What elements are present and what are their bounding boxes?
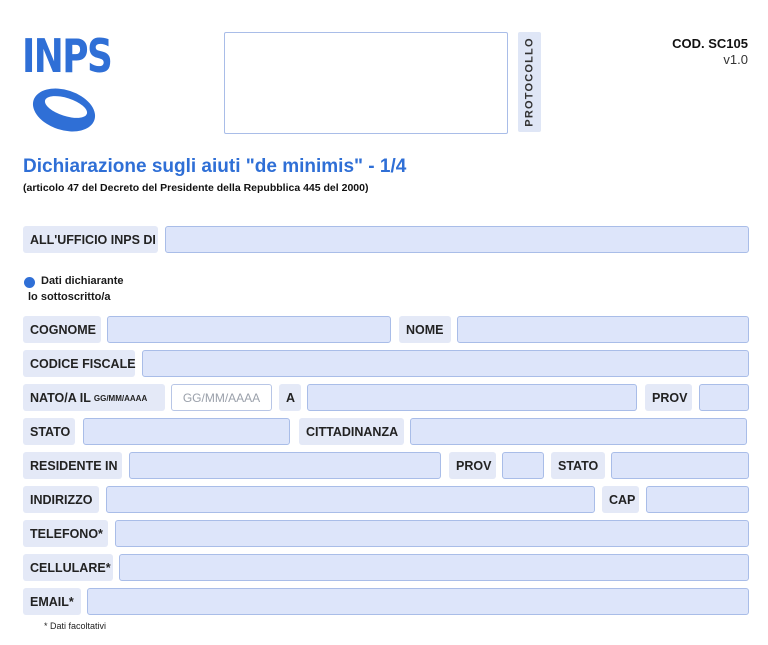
stato-residenza-label: STATO bbox=[551, 452, 605, 479]
office-row bbox=[23, 226, 749, 253]
codice-fiscale-row bbox=[23, 350, 749, 377]
nome-input[interactable] bbox=[457, 316, 749, 343]
prov-residenza-input[interactable] bbox=[502, 452, 544, 479]
cittadinanza-label: CITTADINANZA bbox=[299, 418, 404, 445]
telefono-row bbox=[23, 520, 749, 547]
form-code-block bbox=[672, 36, 748, 67]
prov-nascita-label: PROV bbox=[645, 384, 692, 411]
office-input[interactable] bbox=[165, 226, 749, 253]
indirizzo-label: INDIRIZZO bbox=[23, 486, 99, 513]
cap-label: CAP bbox=[602, 486, 639, 513]
residenza-row bbox=[23, 452, 749, 479]
codice-fiscale-label: CODICE FISCALE bbox=[23, 350, 135, 377]
inps-logo bbox=[22, 30, 112, 134]
cellulare-label: CELLULARE* bbox=[23, 554, 113, 581]
prov-nascita-input[interactable] bbox=[699, 384, 749, 411]
stato-input[interactable] bbox=[83, 418, 290, 445]
footnote: * Dati facoltativi bbox=[44, 621, 107, 631]
stato-row bbox=[23, 418, 749, 445]
prov-residenza-label: PROV bbox=[449, 452, 496, 479]
stato-label: STATO bbox=[23, 418, 75, 445]
residente-in-label: RESIDENTE IN bbox=[23, 452, 122, 479]
nato-a-label: A bbox=[279, 384, 301, 411]
logo-text: INPS bbox=[22, 29, 112, 83]
codice-fiscale-input[interactable] bbox=[142, 350, 749, 377]
nato-il-date-input[interactable]: GG/MM/AAAA bbox=[171, 384, 272, 411]
birth-row bbox=[23, 384, 749, 411]
cognome-label: COGNOME bbox=[23, 316, 101, 343]
cittadinanza-input[interactable] bbox=[410, 418, 747, 445]
section-title: Dati dichiarante bbox=[41, 275, 124, 287]
stato-residenza-input[interactable] bbox=[611, 452, 749, 479]
page-title: Dichiarazione sugli aiuti "de minimis" - 1/4 bbox=[23, 156, 407, 177]
nome-label: NOME bbox=[399, 316, 451, 343]
cellulare-row bbox=[23, 554, 749, 581]
form-code: COD. SC105 bbox=[672, 36, 748, 51]
section-bullet-icon bbox=[24, 277, 35, 288]
cognome-input[interactable] bbox=[107, 316, 391, 343]
cellulare-input[interactable] bbox=[119, 554, 749, 581]
telefono-input[interactable] bbox=[115, 520, 749, 547]
section-subtitle: lo sottoscritto/a bbox=[28, 291, 111, 303]
nato-a-input[interactable] bbox=[307, 384, 637, 411]
email-label: EMAIL* bbox=[23, 588, 81, 615]
form-version: v1.0 bbox=[723, 52, 748, 67]
office-label: ALL'UFFICIO INPS DI bbox=[23, 226, 158, 253]
residente-in-input[interactable] bbox=[129, 452, 441, 479]
nato-il-format-hint: GG/MM/AAAA bbox=[93, 394, 148, 403]
cap-input[interactable] bbox=[646, 486, 749, 513]
nato-il-label-text: NATO/A IL bbox=[30, 390, 91, 405]
protocol-stamp-box bbox=[224, 32, 508, 134]
telefono-label: TELEFONO* bbox=[23, 520, 108, 547]
inps-logo-mark-icon bbox=[30, 88, 98, 132]
nato-il-label bbox=[23, 384, 165, 411]
protocol-label: PROTOCOLLO bbox=[523, 37, 536, 127]
protocol-tab bbox=[518, 32, 541, 132]
indirizzo-row bbox=[23, 486, 749, 513]
name-row bbox=[23, 316, 749, 343]
email-input[interactable] bbox=[87, 588, 749, 615]
email-row bbox=[23, 588, 749, 615]
indirizzo-input[interactable] bbox=[106, 486, 595, 513]
page-subtitle: (articolo 47 del Decreto del Presidente della Repubblica 445 del 2000) bbox=[23, 182, 369, 194]
